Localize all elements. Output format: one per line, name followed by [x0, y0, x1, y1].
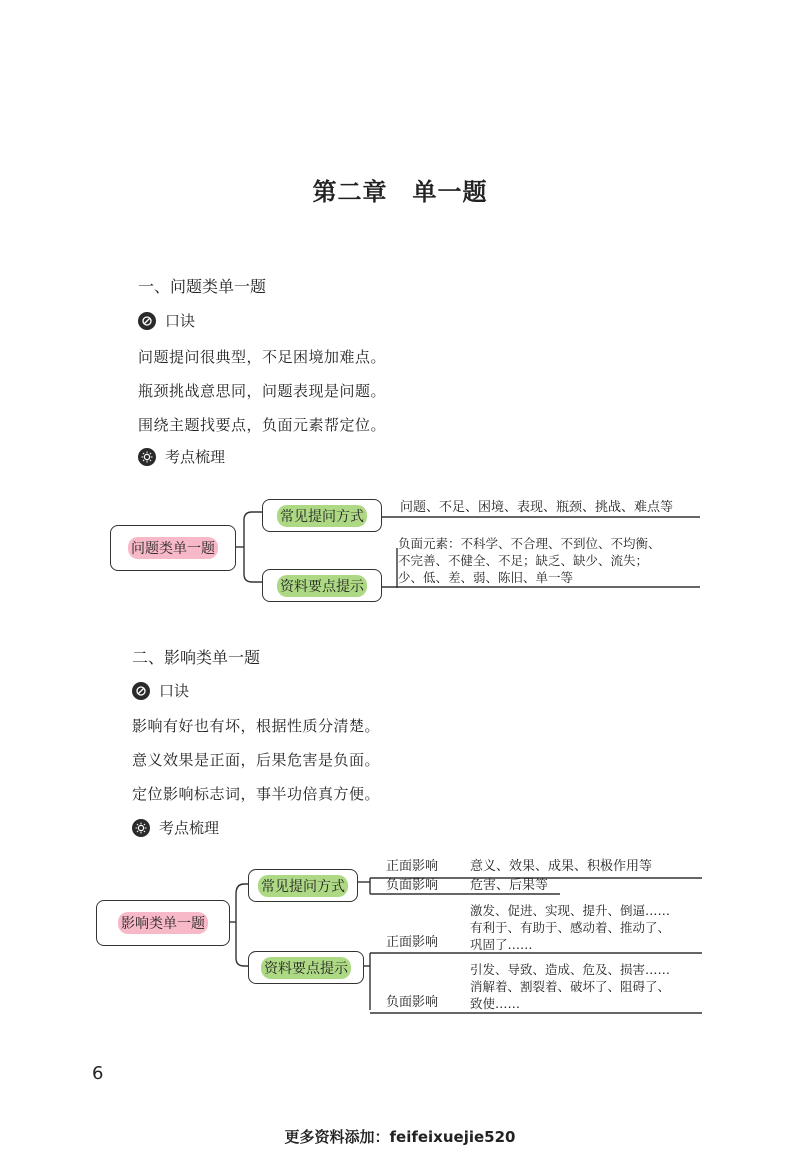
section-heading-impact: 二、影响类单一题 [132, 648, 261, 667]
negative-keyword-line: 致使…… [470, 996, 521, 1011]
branch-detail-text: 问题、不足、困境、表现、瓶颈、挑战、难点等 [400, 500, 674, 515]
mind-map-branch-hints [262, 569, 382, 602]
pen-icon [132, 682, 150, 700]
root-label: 问题类单一题 [128, 537, 218, 559]
mnemonic-line: 瓶颈挑战意思同，问题表现是问题。 [138, 382, 387, 400]
branch-label: 资料要点提示 [261, 957, 351, 979]
negative-impact-text: 危害、后果等 [470, 878, 549, 893]
review-heading [132, 817, 219, 838]
mnemonic-label: 口诀 [159, 682, 190, 700]
positive-impact-label: 正面影响 [386, 859, 439, 874]
branch-label: 资料要点提示 [277, 575, 367, 597]
negative-impact-label: 负面影响 [386, 995, 439, 1010]
mnemonic-line: 定位影响标志词，事半功倍真方便。 [132, 785, 381, 803]
positive-impact-label: 正面影响 [386, 935, 439, 950]
negative-keyword-line: 消解着、割裂着、破坏了、阻碍了、 [470, 979, 671, 994]
branch-detail-line: 不完善、不健全、不足；缺乏、缺少、流失； [398, 553, 649, 568]
branch-detail-line: 负面元素：不科学、不合理、不到位、不均衡、 [398, 536, 661, 551]
root-label: 影响类单一题 [118, 912, 208, 934]
mnemonic-line: 意义效果是正面，后果危害是负面。 [132, 751, 381, 769]
positive-impact-text: 意义、效果、成果、积极作用等 [470, 859, 653, 874]
mnemonic-line: 影响有好也有坏，根据性质分清楚。 [132, 717, 381, 735]
branch-detail-line: 少、低、差、弱、陈旧、单一等 [398, 570, 574, 585]
chapter-title: 第二章 单一题 [312, 178, 488, 206]
positive-keyword-line: 有利于、有助于、感动着、推动了、 [470, 920, 671, 935]
mnemonic-heading [138, 310, 195, 331]
pen-icon [138, 312, 156, 330]
mind-map-root [96, 900, 230, 946]
mnemonic-heading [132, 680, 189, 701]
negative-impact-label: 负面影响 [386, 878, 439, 893]
mind-map-branch-hints [248, 951, 364, 984]
section-heading-problem: 一、问题类单一题 [138, 277, 267, 296]
mind-map-root [110, 525, 236, 571]
branch-label: 常见提问方式 [277, 505, 367, 527]
branch-label: 常见提问方式 [258, 875, 348, 897]
review-label: 考点梳理 [165, 448, 226, 466]
mnemonic-line: 围绕主题找要点，负面元素帮定位。 [138, 416, 387, 434]
mnemonic-line: 问题提问很典型，不足困境加难点。 [138, 348, 387, 366]
mind-map-branch-questions [248, 869, 358, 902]
positive-keyword-line: 巩固了…… [470, 937, 533, 952]
sun-icon [132, 819, 150, 837]
review-heading [138, 446, 225, 467]
positive-keyword-line: 激发、促进、实现、提升、倒逼…… [470, 903, 671, 918]
review-label: 考点梳理 [159, 819, 220, 837]
footer-note: 更多资料添加：feifeixuejie520 [284, 1128, 516, 1146]
mind-map-branch-questions [262, 499, 382, 532]
page-number: 6 [92, 1063, 104, 1084]
negative-keyword-line: 引发、导致、造成、危及、损害…… [470, 962, 671, 977]
sun-icon [138, 448, 156, 466]
mnemonic-label: 口诀 [165, 312, 196, 330]
